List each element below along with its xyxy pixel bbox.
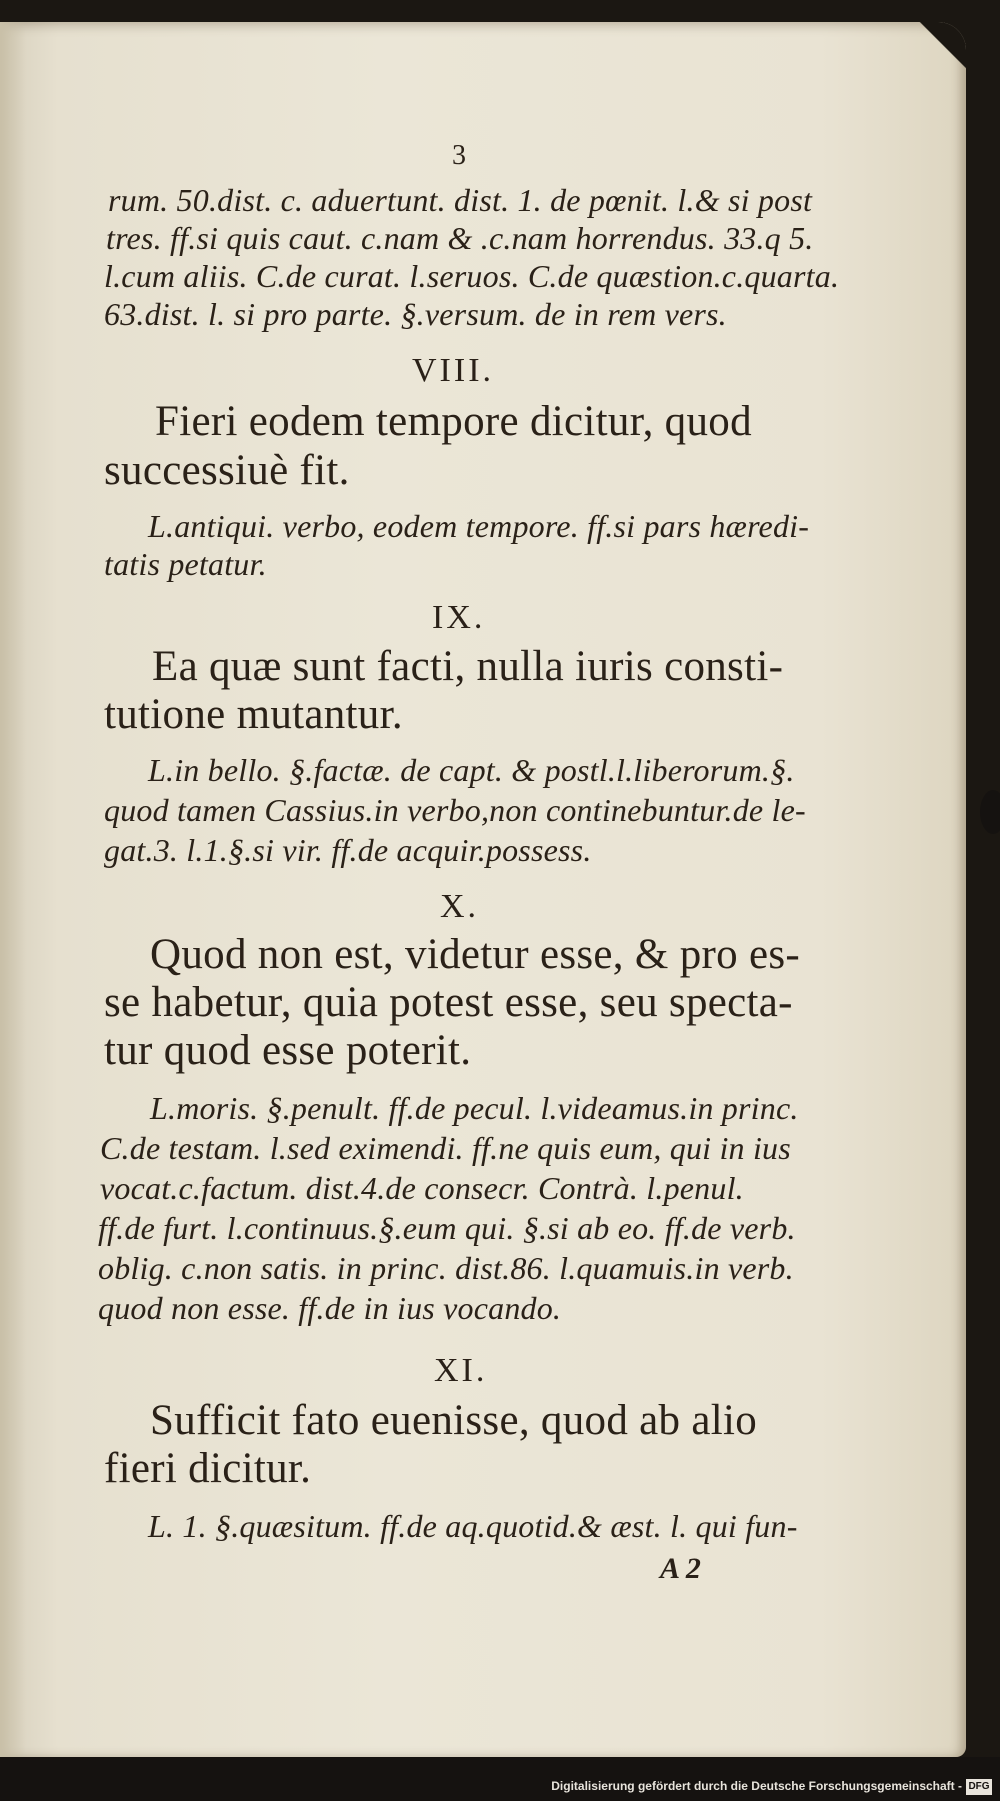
text-line: fieri dicitur. xyxy=(104,1445,312,1492)
text-line: C.de testam. l.sed eximendi. ff.ne quis eum, qui in ius xyxy=(100,1130,791,1166)
footer-credit: Digitalisierung gefördert durch die Deutsche Forschungsgemeinschaft - xyxy=(551,1779,962,1793)
section-heading: XI. xyxy=(434,1352,488,1389)
text-line: tres. ff.si quis caut. c.nam & .c.nam horrendus. 33.q 5. xyxy=(106,220,814,256)
text-line: L.moris. §.penult. ff.de pecul. l.videamus.in princ. xyxy=(150,1090,799,1126)
footer-bar xyxy=(0,1757,1000,1801)
section-heading: X. xyxy=(440,888,480,925)
text-line: successiuè fit. xyxy=(104,447,350,494)
text-line: L. 1. §.quæsitum. ff.de aq.quotid.& æst. l. qui fun- xyxy=(148,1508,798,1544)
text-line: quod tamen Cassius.in verbo,non continebuntur.de le- xyxy=(104,792,806,828)
text-line: Sufficit fato euenisse, quod ab alio xyxy=(150,1397,758,1444)
text-line: tatis petatur. xyxy=(104,546,267,582)
dfg-logo: DFG xyxy=(966,1779,992,1795)
page-number: 3 xyxy=(452,140,466,171)
text-line: Ea quæ sunt facti, nulla iuris consti- xyxy=(152,643,784,690)
text-line: rum. 50.dist. c. aduertunt. dist. 1. de pœnit. l.& si post xyxy=(108,182,813,218)
text-line: Quod non est, videtur esse, & pro es- xyxy=(150,931,801,978)
page-text xyxy=(0,22,966,1757)
text-line: L.in bello. §.factæ. de capt. & postl.l.liberorum.§. xyxy=(148,752,795,788)
text-line: se habetur, quia potest esse, seu specta- xyxy=(104,979,793,1026)
text-line: tutione mutantur. xyxy=(104,691,403,738)
section-heading: VIII. xyxy=(412,352,495,389)
text-line: L.antiqui. verbo, eodem tempore. ff.si pars hæredi- xyxy=(148,508,810,544)
text-line: l.cum aliis. C.de curat. l.seruos. C.de quæstion.c.quarta. xyxy=(104,258,840,294)
text-line: 63.dist. l. si pro parte. §.versum. de in rem vers. xyxy=(104,296,727,332)
binding-hole xyxy=(980,790,1000,834)
text-line: gat.3. l.1.§.si vir. ff.de acquir.possess. xyxy=(104,832,592,868)
text-line: oblig. c.non satis. in princ. dist.86. l.quamuis.in verb. xyxy=(98,1250,794,1286)
book-page xyxy=(0,22,966,1757)
text-line: quod non esse. ff.de in ius vocando. xyxy=(98,1290,562,1326)
text-line: Fieri eodem tempore dicitur, quod xyxy=(155,398,752,445)
section-heading: IX. xyxy=(432,599,486,636)
text-line: ff.de furt. l.continuus.§.eum qui. §.si ab eo. ff.de verb. xyxy=(98,1210,796,1246)
text-line: tur quod esse poterit. xyxy=(104,1027,472,1074)
signature-mark: A 2 xyxy=(660,1552,701,1585)
text-line: vocat.c.factum. dist.4.de consecr. Contrà. l.penul. xyxy=(100,1170,744,1206)
